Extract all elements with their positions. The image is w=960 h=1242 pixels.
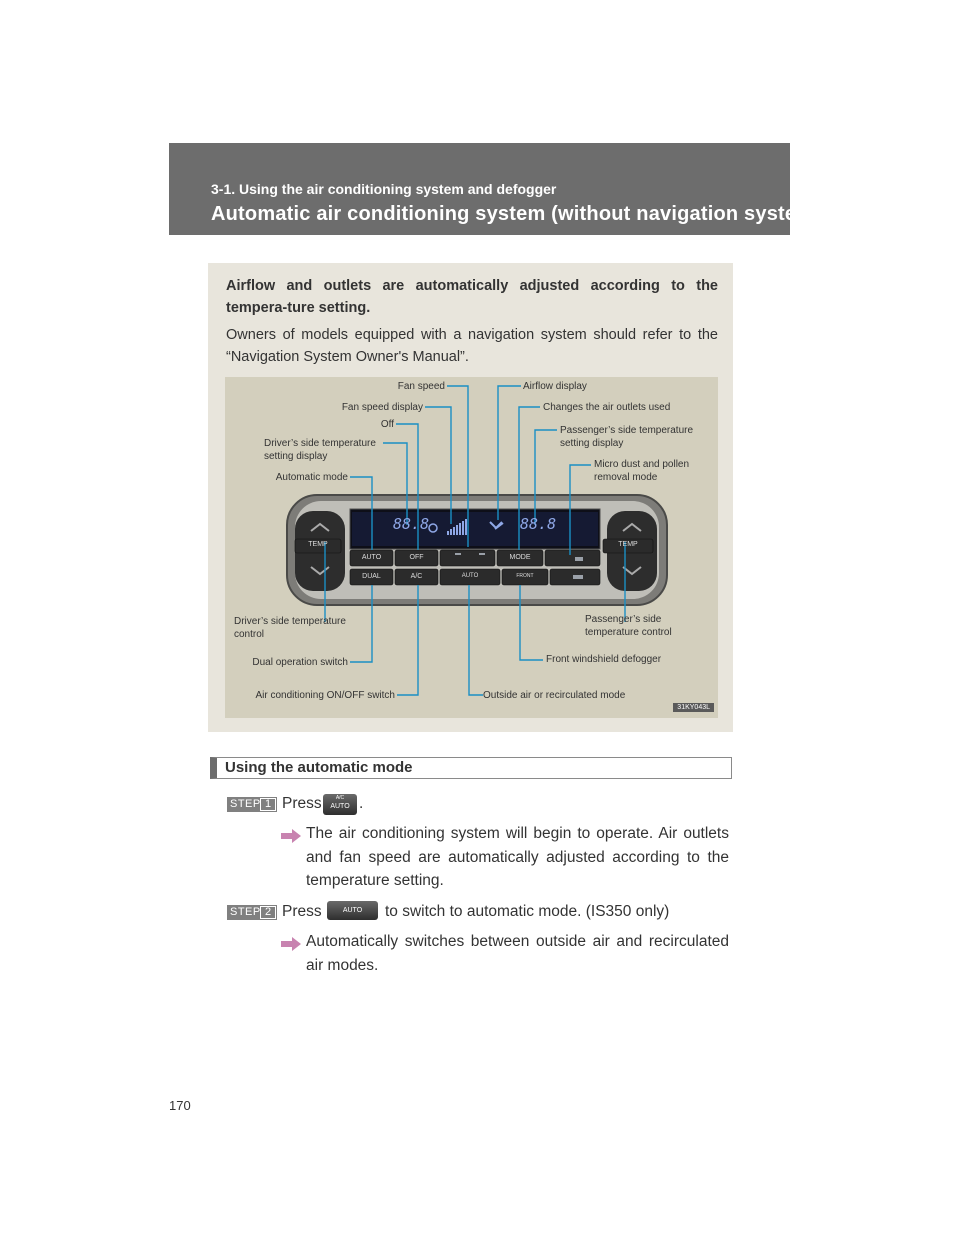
callout-outside-air: Outside air or recirculated mode bbox=[483, 690, 626, 701]
panel-right-temp-button[interactable]: TEMP bbox=[618, 541, 638, 548]
callout-dual-switch: Dual operation switch bbox=[252, 657, 348, 668]
step-1-badge: STEP 1 bbox=[227, 797, 277, 812]
recirc-auto-button-icon: AUTO bbox=[327, 901, 378, 920]
step-2-description: to switch to automatic mode. (IS350 only) bbox=[385, 903, 670, 920]
auto-button-icon: A/C AUTO bbox=[323, 794, 357, 815]
section-label: 3-1. Using the air conditioning system and defogger bbox=[211, 181, 557, 197]
callout-micro-dust: Micro dust and pollen removal mode bbox=[594, 459, 690, 483]
result-arrow-icon bbox=[280, 828, 302, 844]
step-2-press: Press bbox=[282, 903, 322, 920]
left-temp-readout: 88.8 bbox=[393, 515, 430, 533]
intro-paragraph-1: Airflow and outlets are automatically adjusted according to the tempera-ture setting. bbox=[226, 278, 718, 316]
panel-dual-button[interactable]: DUAL bbox=[362, 573, 381, 580]
chapter-header bbox=[169, 143, 822, 235]
callout-passenger-temp-control: Passenger’s side temperature control bbox=[585, 614, 672, 638]
step-2-badge: STEP 2 bbox=[227, 905, 277, 920]
panel-off-button[interactable]: OFF bbox=[409, 554, 424, 561]
figure-code: 31KY043L bbox=[673, 703, 714, 712]
step-2-result: Automatically switches between outside air and recirculated air modes. bbox=[306, 933, 729, 974]
intro-paragraph-2: Owners of models equipped with a navigation system should refer to the “Navigation System Owner's Manual”. bbox=[226, 327, 718, 365]
step-2-number: 2 bbox=[260, 906, 276, 919]
callout-ac-switch: Air conditioning ON/OFF switch bbox=[255, 690, 395, 701]
step-1-number: 1 bbox=[260, 798, 276, 811]
panel-recirc-auto-button[interactable]: AUTO bbox=[461, 573, 479, 579]
control-panel-figure bbox=[225, 377, 718, 718]
callout-passenger-temp-display: Passenger’s side temperature setting display bbox=[560, 425, 694, 449]
callout-changes-outlets: Changes the air outlets used bbox=[543, 402, 671, 413]
callout-automatic-mode: Automatic mode bbox=[275, 472, 348, 483]
panel-mode-button[interactable]: MODE bbox=[509, 554, 531, 561]
result-arrow-icon bbox=[280, 936, 302, 952]
step-1-period: . bbox=[359, 795, 364, 812]
callout-fan-speed-display: Fan speed display bbox=[341, 402, 423, 413]
panel-front-defog-button[interactable]: FRONT bbox=[516, 573, 534, 579]
callout-fan-speed: Fan speed bbox=[397, 381, 445, 392]
section-subheading bbox=[210, 757, 732, 779]
callout-airflow-display: Airflow display bbox=[523, 381, 587, 392]
panel-auto-button[interactable]: AUTO bbox=[361, 554, 382, 561]
panel-ac-button[interactable]: A/C bbox=[410, 573, 423, 580]
page-number: 170 bbox=[169, 1098, 191, 1113]
panel-left-temp-button[interactable]: TEMP bbox=[308, 541, 328, 548]
callout-front-defogger: Front windshield defogger bbox=[546, 654, 662, 665]
step-1-press: Press bbox=[282, 795, 322, 812]
callout-off: Off bbox=[380, 419, 394, 430]
callout-driver-temp-control: Driver’s side temperature control bbox=[234, 616, 346, 640]
right-temp-readout: 88.8 bbox=[520, 515, 557, 533]
step-1-result: The air conditioning system will begin to operate. Air outlets and fan speed are automatically adjusted according to the temperature setting. bbox=[306, 825, 729, 889]
section-title: Using the automatic mode bbox=[225, 759, 413, 776]
callout-driver-temp-display: Driver’s side temperature setting display bbox=[264, 438, 376, 462]
page-title: Automatic air conditioning system (without navigation system) bbox=[211, 203, 822, 225]
